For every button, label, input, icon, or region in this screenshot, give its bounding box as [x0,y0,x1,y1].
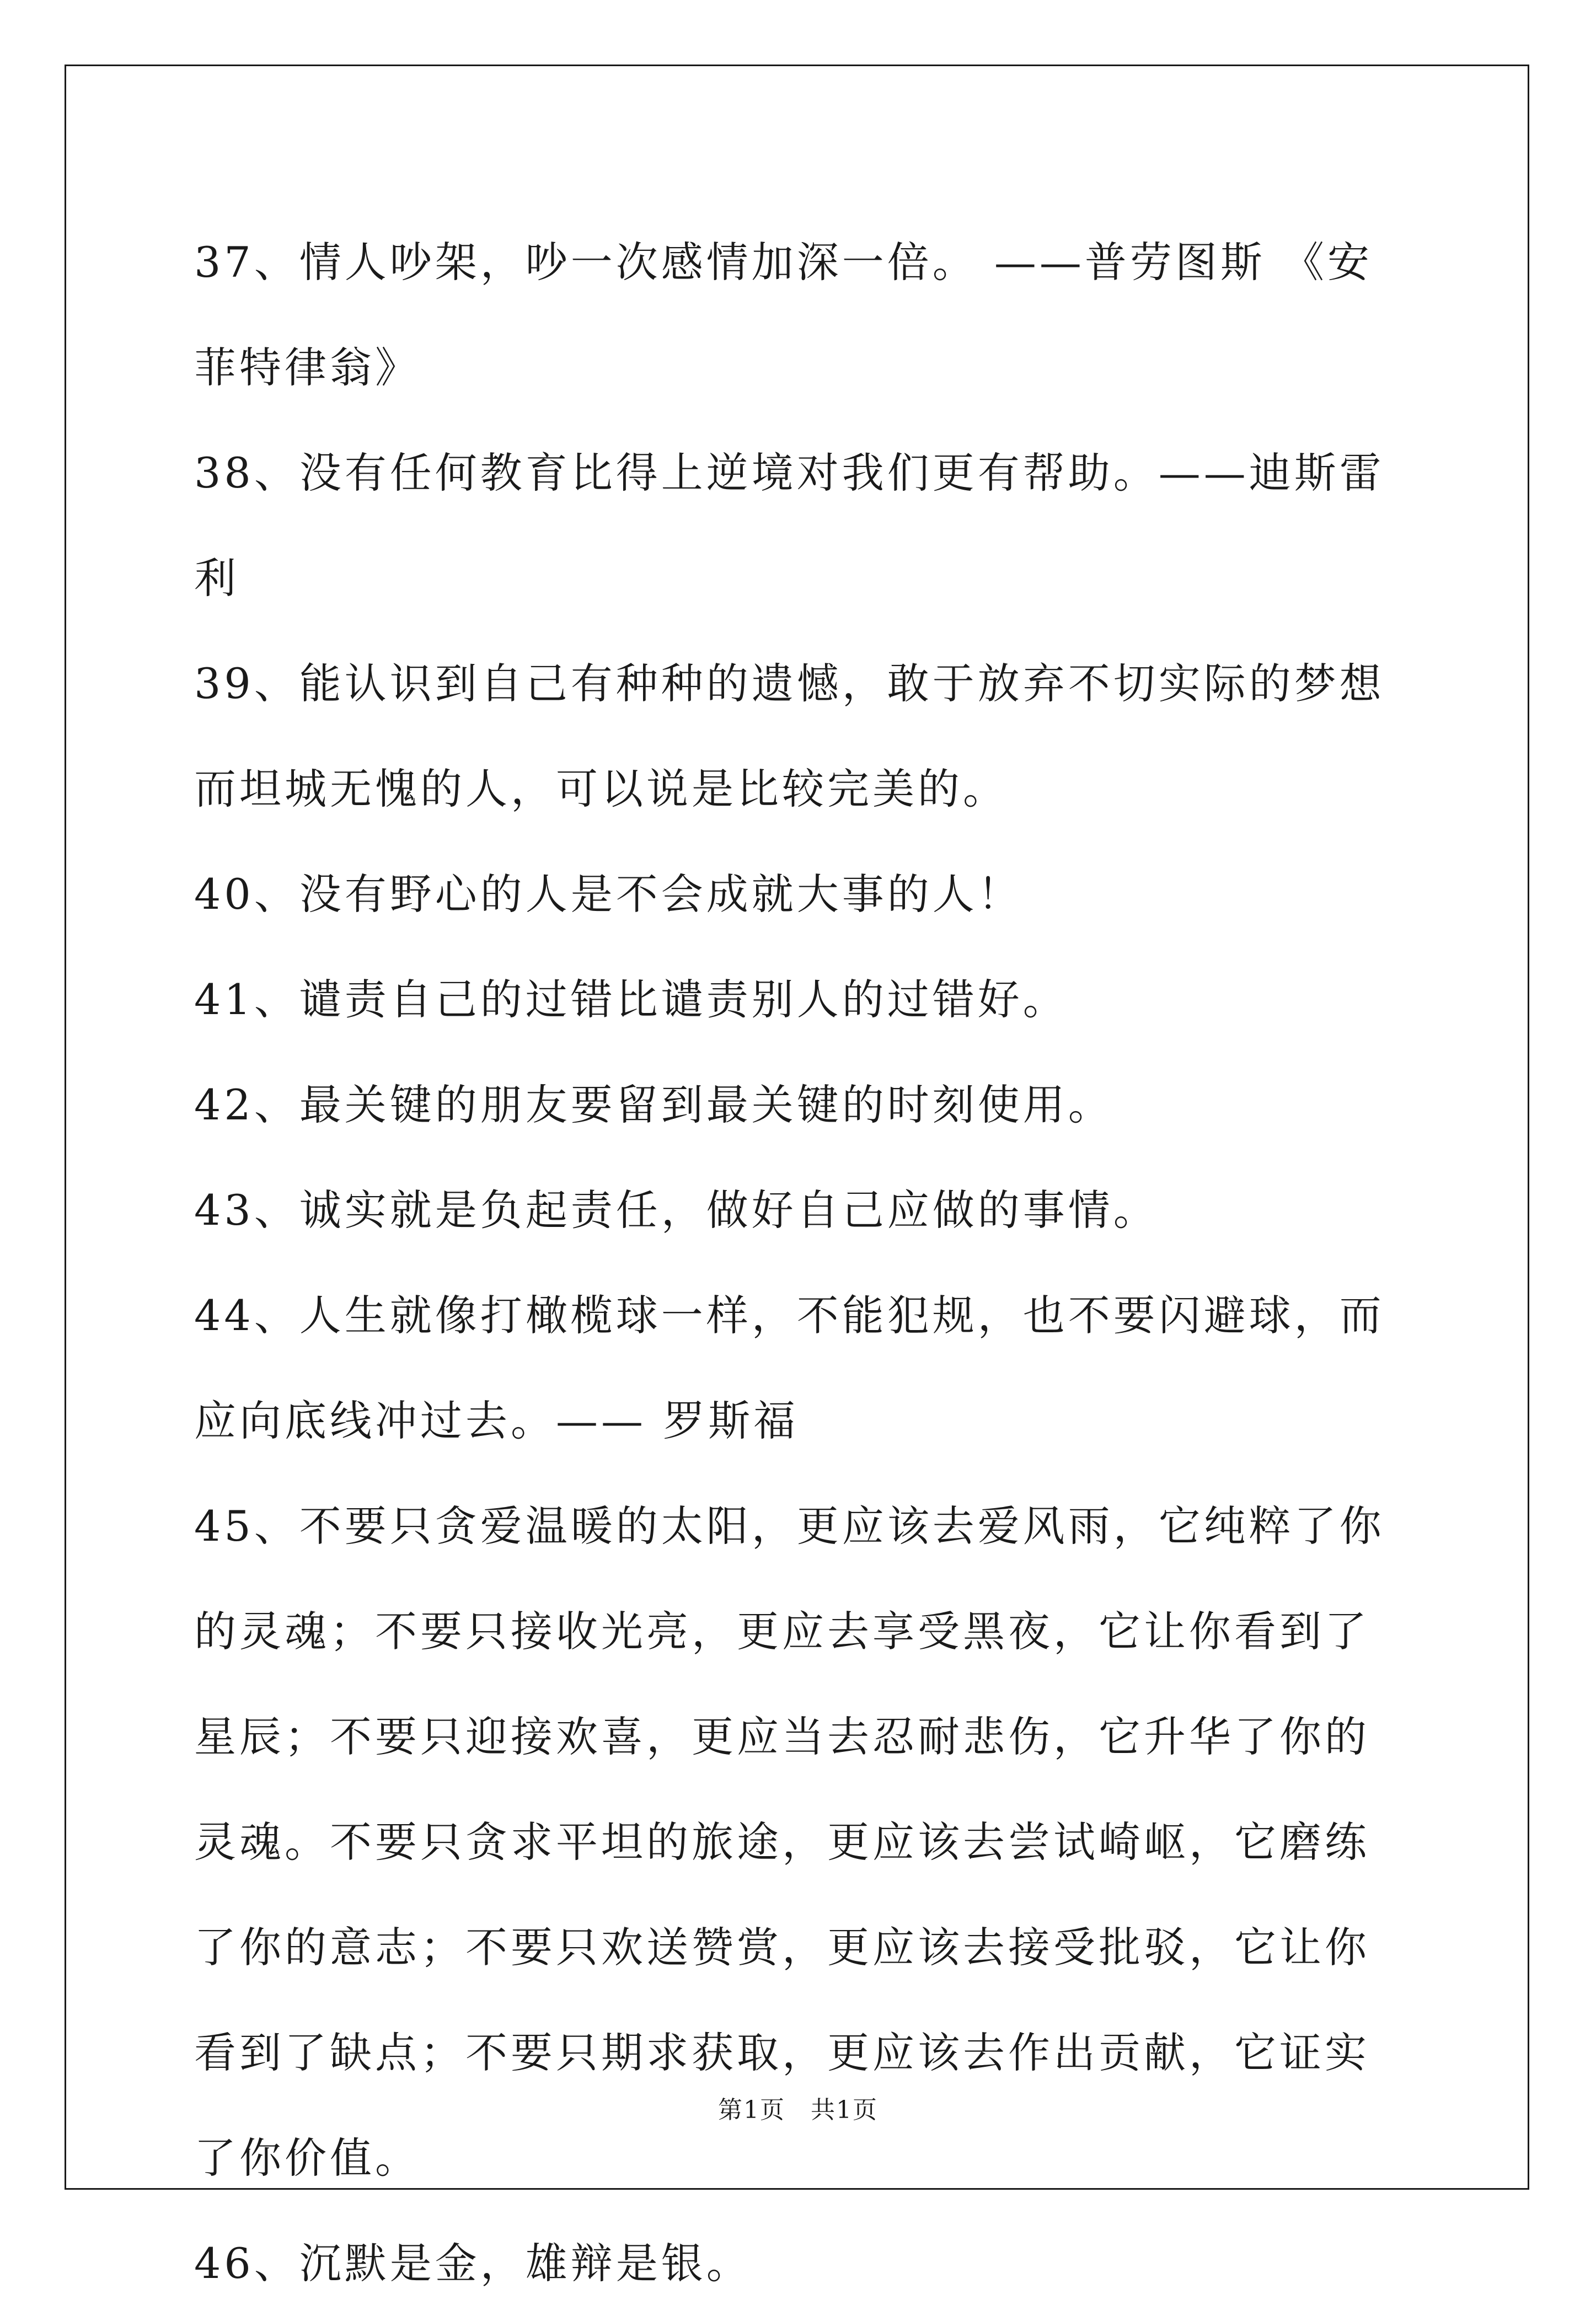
paragraph-44: 44、人生就像打橄榄球一样，不能犯规，也不要闪避球，而应向底线冲过去。—— 罗斯福 [194,1291,1385,1445]
paragraph-46: 46、沉默是金，雄辩是银。 [194,2239,752,2288]
paragraph-38: 38、没有任何教育比得上逆境对我们更有帮助。——迪斯雷利 [194,448,1385,603]
paragraph-45: 45、不要只贪爱温暖的太阳，更应该去爱风雨，它纯粹了你的灵魂；不要只接收光亮，更应去享受黑夜，它让你看到了星辰；不要只迎接欢喜，更应当去忍耐悲伤，它升华了你的灵魂。不要只贪求平坦的旅途，更应该去尝试崎岖，它磨练了你的意志；不要只欢送赞赏，更应该去接受批驳，它让你看到了缺点；不要只期求获取，更应该去作出贡献，它证实了你价值。 [194,1502,1385,2183]
paragraph-41: 41、谴责自己的过错比谴责别人的过错好。 [194,975,1068,1024]
paragraph-42: 42、最关键的朋友要留到最关键的时刻使用。 [194,1080,1113,1129]
paragraph-40: 40、没有野心的人是不会成就大事的人！ [194,870,1023,919]
paragraph-39: 39、能认识到自己有种种的遗憾，敢于放弃不切实际的梦想而坦城无愧的人，可以说是比较完美的。 [194,659,1385,813]
paragraph-43: 43、诚实就是负起责任，做好自己应做的事情。 [194,1186,1159,1235]
paragraph-37: 37、情人吵架，吵一次感情加深一倍。 ——普劳图斯 《安菲特律翁》 [194,238,1373,392]
page-number-footer: 第1页 共1页 [718,2096,878,2124]
document-body [194,210,1407,2316]
